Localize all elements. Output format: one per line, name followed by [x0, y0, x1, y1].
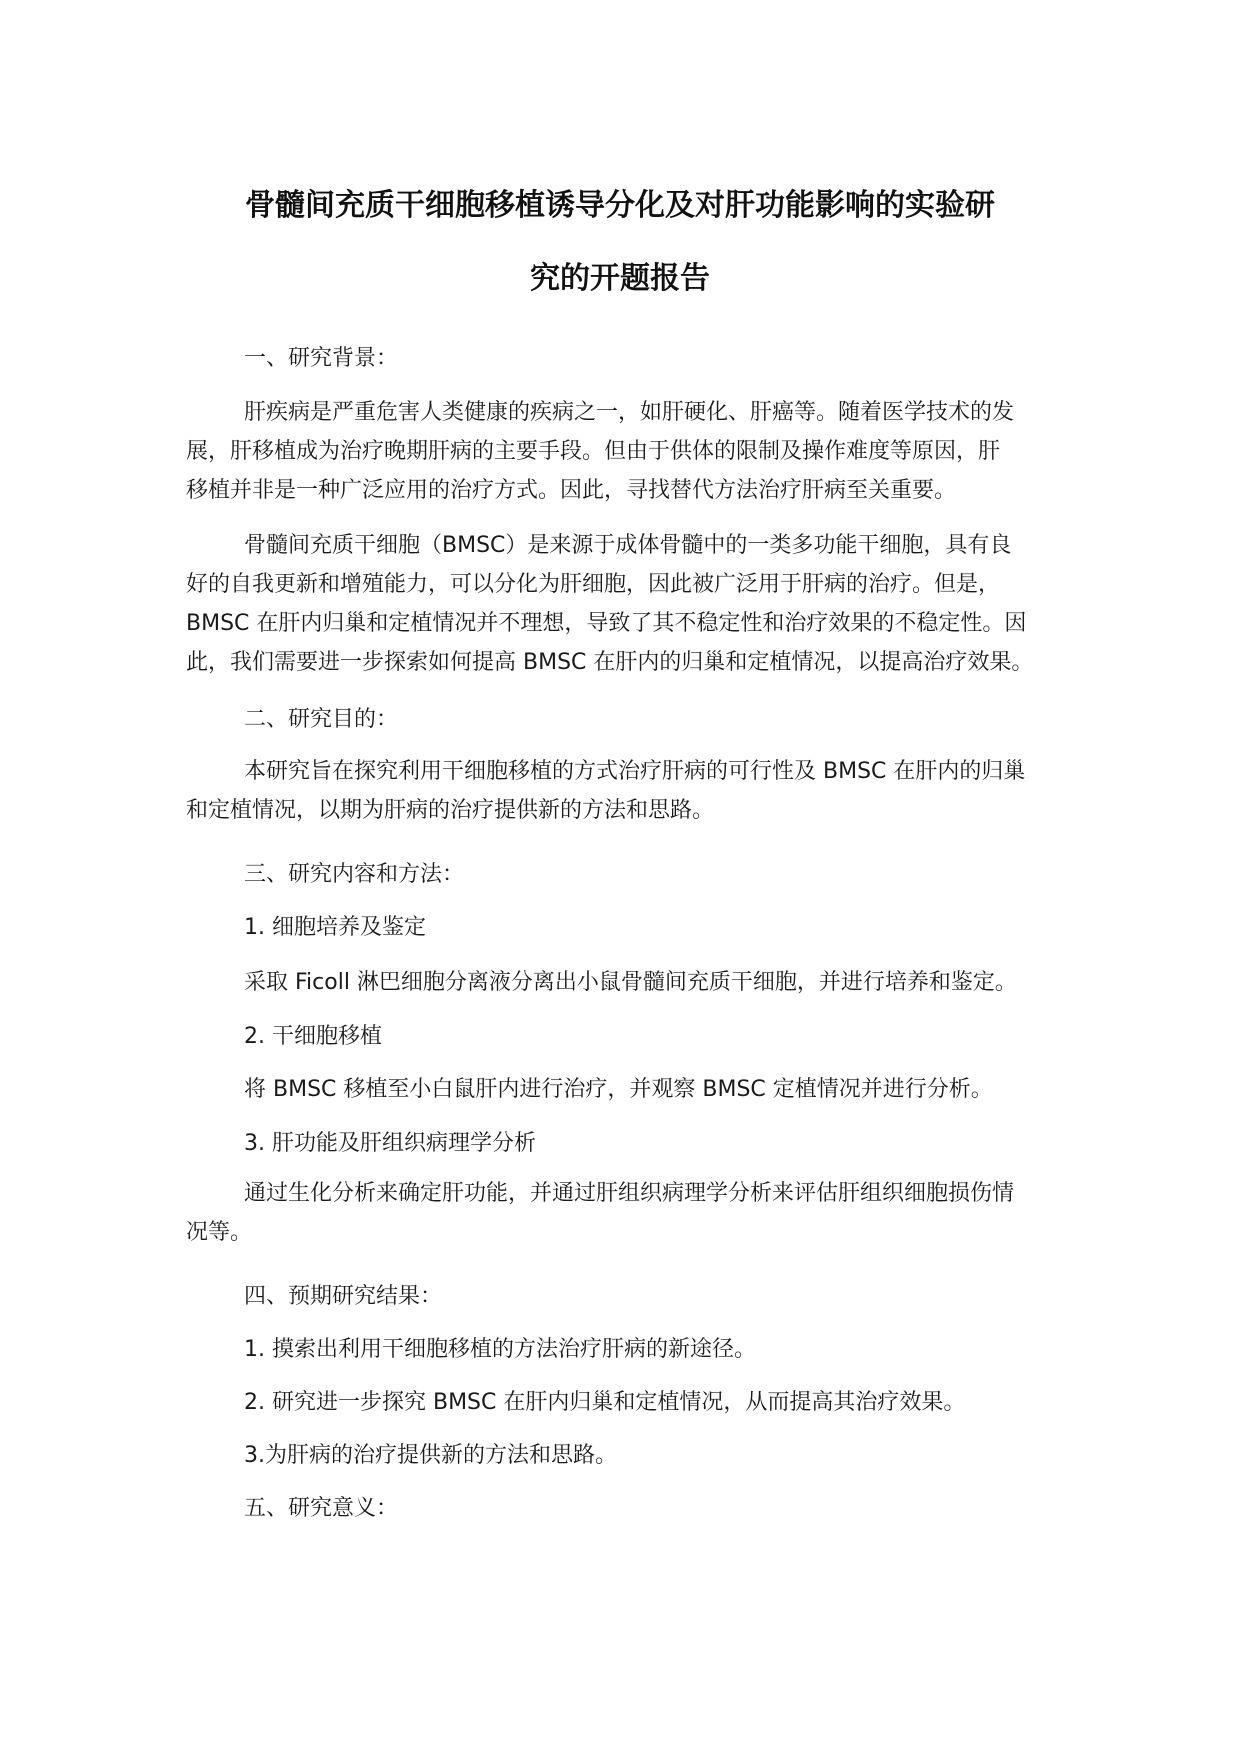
paragraph	[186, 1383, 1066, 1422]
document-title-line-2: 究的开题报告	[530, 261, 710, 296]
paragraph-line: 好的自我更新和增殖能力，可以分化为肝细胞，因此被广泛用于肝病的治疗。但是，	[186, 572, 1001, 597]
paragraph	[186, 339, 1066, 378]
document-title-line-1: 骨髓间充质干细胞移植诱导分化及对肝功能影响的实验研	[245, 188, 995, 223]
paragraph-line: 和定植情况，以期为肝病的治疗提供新的方法和思路。	[186, 798, 715, 823]
paragraph-line: 二、研究目的：	[244, 707, 399, 732]
paragraph-line: 三、研究内容和方法：	[244, 862, 465, 887]
paragraph-line: 一、研究背景：	[244, 346, 399, 371]
paragraph	[186, 908, 1066, 947]
paragraph	[186, 1017, 1066, 1056]
paragraph	[186, 855, 1066, 894]
paragraph-line: 此，我们需要进一步探索如何提高 BMSC 在肝内的归巢和定植情况，以提高治疗效果。	[186, 650, 1034, 675]
paragraph-line: 1. 摸索出利用干细胞移植的方法治疗肝病的新途径。	[244, 1337, 756, 1362]
paragraph	[186, 1489, 1066, 1528]
paragraph-line: 移植并非是一种广泛应用的治疗方式。因此，寻找替代方法治疗肝病至关重要。	[186, 478, 957, 503]
paragraph	[186, 700, 1066, 739]
paragraph-line: 2. 干细胞移植	[244, 1024, 382, 1049]
paragraph	[186, 1330, 1066, 1369]
paragraph	[186, 1174, 1066, 1252]
paragraph-line: 本研究旨在探究利用干细胞移植的方式治疗肝病的可行性及 BMSC 在肝内的归巢	[244, 759, 1026, 784]
paragraph-line: 1. 细胞培养及鉴定	[244, 915, 426, 940]
paragraph	[186, 963, 1066, 1002]
paragraph	[186, 1277, 1066, 1316]
paragraph	[186, 526, 1066, 682]
paragraph	[186, 1070, 1066, 1109]
paragraph-line: 3.为肝病的治疗提供新的方法和思路。	[244, 1443, 617, 1468]
paragraph-line: 2. 研究进一步探究 BMSC 在肝内归巢和定植情况，从而提高其治疗效果。	[244, 1390, 966, 1415]
paragraph-line: 展，肝移植成为治疗晚期肝病的主要手段。但由于供体的限制及操作难度等原因，肝	[186, 439, 1001, 464]
paragraph	[186, 1124, 1066, 1163]
paragraph-line: 3. 肝功能及肝组织病理学分析	[244, 1131, 536, 1156]
paragraph-line: 况等。	[186, 1220, 253, 1245]
paragraph-line: 五、研究意义：	[244, 1496, 399, 1521]
paragraph-line: 肝疾病是严重危害人类健康的疾病之一，如肝硬化、肝癌等。随着医学技术的发	[244, 400, 1015, 425]
paragraph-line: BMSC 在肝内归巢和定植情况并不理想，导致了其不稳定性和治疗效果的不稳定性。因	[186, 611, 1027, 636]
paragraph-line: 通过生化分析来确定肝功能，并通过肝组织病理学分析来评估肝组织细胞损伤情	[244, 1181, 1015, 1206]
paragraph	[186, 1436, 1066, 1475]
paragraph-line: 采取 Ficoll 淋巴细胞分离液分离出小鼠骨髓间充质干细胞，并进行培养和鉴定。	[244, 970, 1017, 995]
paragraph	[186, 752, 1066, 830]
paragraph-line: 将 BMSC 移植至小白鼠肝内进行治疗，并观察 BMSC 定植情况并进行分析。	[244, 1077, 993, 1102]
paragraph-line: 四、预期研究结果：	[244, 1284, 443, 1309]
paragraph-line: 骨髓间充质干细胞（BMSC）是来源于成体骨髓中的一类多功能干细胞，具有良	[244, 533, 1012, 558]
paragraph	[186, 393, 1066, 510]
